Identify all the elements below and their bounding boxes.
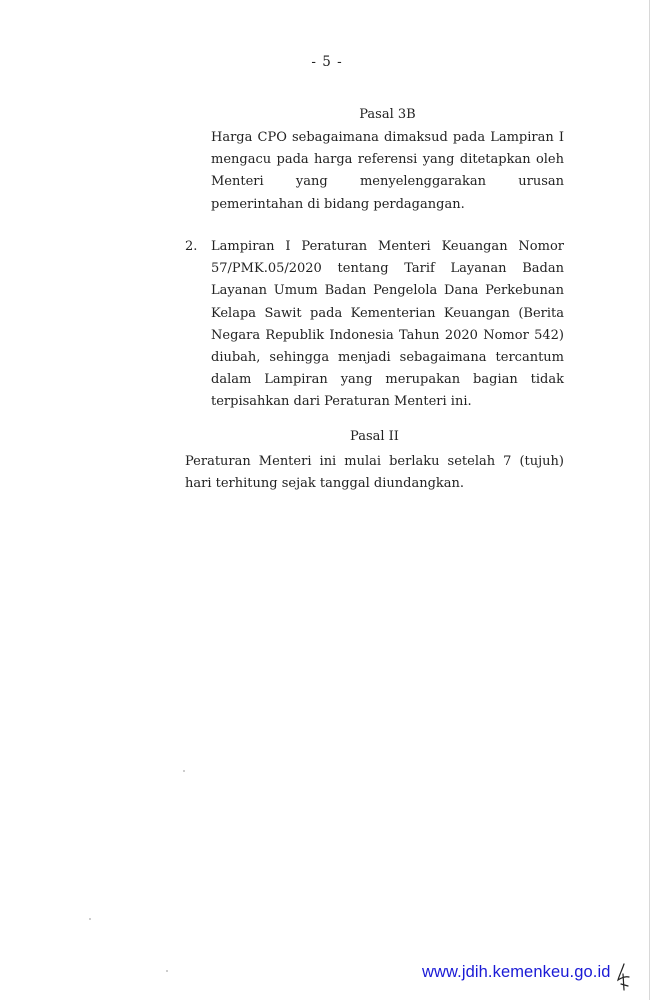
- page-edge-line: [649, 0, 650, 1000]
- scan-speck: [89, 918, 91, 920]
- page-number: - 5 -: [311, 54, 343, 70]
- article-3b-heading: Pasal 3B: [359, 107, 416, 122]
- article-3b-paragraph: Harga CPO sebagaimana dimaksud pada Lampiran I mengacu pada harga referensi yang ditetapkan oleh Menteri yang menyelenggarakan urusan pemerintahan di bidang perdagangan.: [211, 130, 564, 212]
- article-ii-heading: Pasal II: [350, 429, 399, 444]
- footer-url-link[interactable]: www.jdih.kemenkeu.go.id: [422, 963, 611, 981]
- paraf-signature-icon: [615, 962, 633, 992]
- list-item-paragraph: Lampiran I Peraturan Menteri Keuangan Nomor 57/PMK.05/2020 tentang Tarif Layanan Badan Layanan Umum Badan Pengelola Dana Perkebunan Kelapa Sawit pada Kementerian Keuangan (Berita Negara Republik Indonesia Tahun 2020 Nomor 542) diubah, sehingga menjadi sebagaimana tercantum dalam Lampiran yang merupakan bagian tidak terpisahkan dari Peraturan Menteri ini.: [211, 239, 564, 410]
- scan-speck: [166, 970, 168, 972]
- list-item-number: 2.: [185, 239, 198, 254]
- scan-speck: [183, 770, 185, 772]
- article-ii-paragraph: Peraturan Menteri ini mulai berlaku setelah 7 (tujuh) hari terhitung sejak tanggal diundangkan.: [185, 454, 564, 492]
